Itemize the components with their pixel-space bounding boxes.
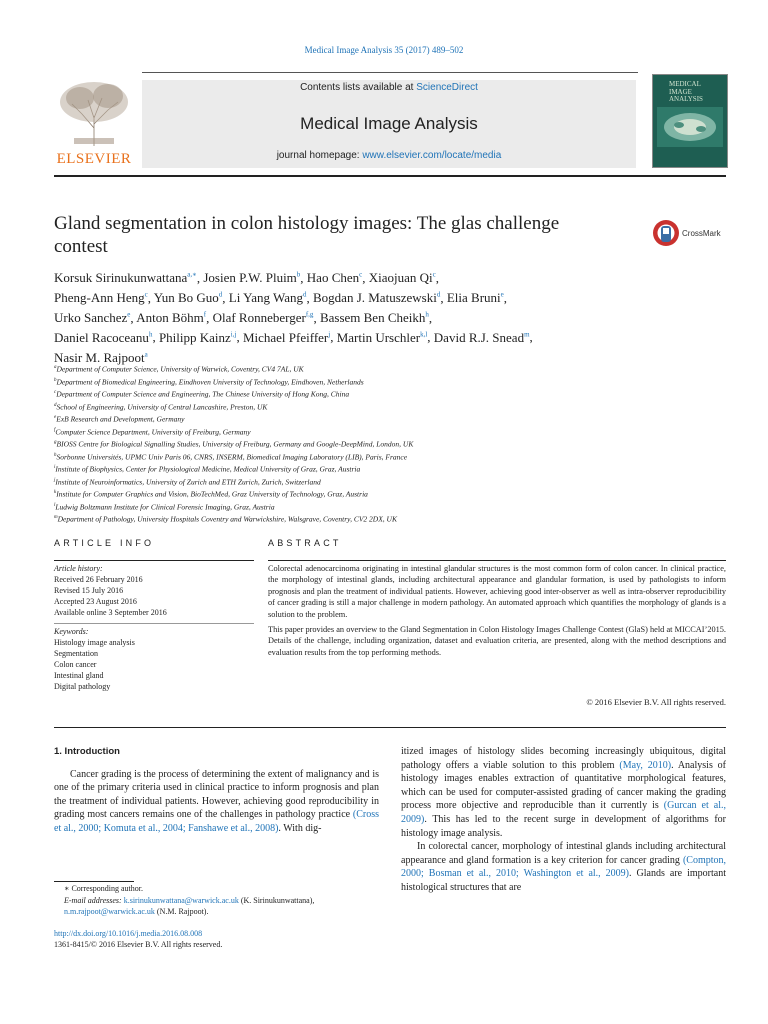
author-text: Josien P.W. Pluim	[203, 270, 297, 286]
abstract-body	[268, 563, 726, 662]
affiliation-text: Institute of Neuroinformatics, University of Zurich and ETH Zurich, Zurich, Switzerland	[55, 477, 321, 486]
author-text: Hao Chen	[306, 270, 360, 286]
author-affiliation-marker[interactable]: d	[218, 290, 223, 299]
affiliation-marker: g	[54, 440, 57, 445]
author-affiliation-marker[interactable]: d	[303, 290, 307, 299]
abstract-paragraph: This paper provides an overview to the Gland Segmentation in Colon Histology Images Challenge Contest (GlaS) held at MICCAI’2015. Details of the challenge, including organization, dataset and evaluation criteria, are presented, along with the method descriptions and evaluation results from the top performing methods.	[268, 625, 726, 657]
email-label: E-mail addresses:	[64, 895, 124, 905]
author-text: Yun Bo Guo	[153, 290, 219, 306]
affiliation-marker: c	[54, 390, 57, 395]
author-text: Anton Böhm	[136, 309, 204, 325]
tree-logo-icon	[54, 78, 134, 148]
author-text: David R.J. Snead	[433, 329, 525, 345]
author-text: Urko Sanchez	[54, 309, 128, 325]
cover-title: MEDICAL IMAGE ANALYSIS	[669, 80, 703, 104]
author-affiliation-marker[interactable]: c	[144, 290, 148, 299]
author-text: Bogdan J. Matuszewski	[313, 290, 437, 306]
author-affiliation-marker[interactable]: c	[432, 271, 436, 279]
crossmark-icon	[652, 218, 680, 248]
author-name	[203, 270, 300, 285]
keywords-block	[54, 626, 254, 692]
affiliation-text: Institute of Biophysics, Center for Physiological Medicine, Medical University of Graz, Graz, Austria	[55, 464, 361, 474]
author-name	[54, 310, 130, 325]
author-name	[229, 290, 307, 305]
affiliation-marker: e	[54, 415, 57, 420]
affiliation	[54, 500, 726, 513]
journal-homepage-link[interactable]: www.elsevier.com/locate/media	[362, 150, 502, 161]
keyword: Segmentation	[54, 649, 98, 658]
email-link[interactable]: k.sirinukunwattana@warwick.ac.uk	[123, 895, 239, 905]
body-divider	[54, 727, 726, 728]
author-affiliation-marker[interactable]: h	[425, 310, 429, 319]
affiliation	[54, 387, 726, 400]
affiliation-text: Department of Pathology, University Hospitals Coventry and Warwickshire, Walsgrave, Coventry, CV2 2DX, UK	[57, 514, 397, 524]
affiliation-text: Department of Computer Science and Engineering, The Chinese University of Hong Kong, China	[56, 389, 350, 399]
affiliation-marker: a	[54, 365, 57, 370]
author-affiliation-marker[interactable]: d	[436, 290, 441, 299]
header-divider	[142, 72, 638, 73]
author-name	[313, 290, 440, 305]
history-label: Article history:	[54, 564, 103, 573]
author-affiliation-marker[interactable]: k,l	[420, 330, 428, 339]
affiliation-text: Department of Biomedical Engineering, Eindhoven University of Technology, Eindhoven, Netherlands	[56, 377, 364, 386]
email-link[interactable]: n.m.rajpoot@warwick.ac.uk	[64, 907, 155, 916]
keywords-label: Keywords:	[54, 627, 89, 636]
affiliation-text: Computer Science Department, University of Freiburg, Germany	[55, 427, 251, 436]
affiliation-text: BIOSS Centre for Biological Signalling Studies, University of Freiburg, Germany and Google-DeepMind, London, UK	[56, 439, 414, 449]
author-name	[136, 310, 206, 325]
author-affiliation-marker[interactable]: f	[203, 310, 207, 319]
affiliation-marker: f	[54, 427, 56, 433]
paragraph-text: . With dig-	[278, 822, 322, 834]
paragraph-text: In colorectal cancer, morphology of intestinal glands including architectural appearance and gland formation is a key criterion for cancer grading	[401, 841, 726, 866]
journal-title: Medical Image Analysis	[300, 114, 478, 133]
author-affiliation-marker[interactable]: m	[524, 330, 530, 339]
publisher-name: ELSEVIER	[56, 151, 132, 167]
journal-cover-image	[652, 74, 728, 168]
author-text: Li Yang Wang	[228, 290, 303, 306]
author-affiliation-marker[interactable]: i,j	[230, 330, 237, 339]
author-text: Bassem Ben Cheikh	[319, 309, 426, 325]
history-item: Accepted 23 August 2016	[54, 597, 137, 606]
affiliation	[54, 375, 726, 388]
history-item: Available online 3 September 2016	[54, 608, 167, 617]
affiliation	[54, 512, 726, 525]
author-text: Olaf Ronneberger	[212, 309, 306, 325]
affiliation-text: Institute for Computer Graphics and Vision, BioTechMed, Graz University of Technology, Graz, Austria	[56, 489, 368, 499]
affiliation-text: Ludwig Boltzmann Institute for Clinical Forensic Imaging, Graz, Austria	[55, 502, 275, 511]
crossmark-label: CrossMark	[682, 229, 721, 238]
section-heading: 1. Introduction	[54, 746, 120, 757]
keywords-rule	[54, 623, 254, 624]
citation-link[interactable]: (Cross et al., 2000; Komuta et al., 2004; Fanshawe et al., 2008)	[54, 809, 379, 834]
paragraph-text: itized images of histology slides becoming increasingly ubiquitous, digital pathology offers a viable solution to this problem	[401, 746, 726, 771]
author-affiliation-marker[interactable]: e	[500, 290, 504, 299]
author-text: Nasir M. Rajpoot	[54, 349, 145, 365]
paragraph-text: . This has led to the recent surge in development of algorithms for histology image analysis.	[401, 813, 726, 839]
abstract-paragraph: Colorectal adenocarcinoma originating in intestinal glandular structures is the most common form of colon cancer. In clinical practice, the morphology of intestinal glands, including architectural appearance and glandular formation, is used by pathologists to inform prognosis and plan the treatment of individual patients. However, achieving good inter-observer as well as intra-observer reproducibility of cancer grading is still a major challenge in modern pathology. An automated approach which quantifies the morphology of glands is a solution to the problem.	[268, 564, 726, 619]
author-name	[434, 330, 530, 345]
affiliation	[54, 362, 726, 375]
abstract-rule	[268, 560, 726, 561]
author-affiliation-marker[interactable]: f,g	[305, 310, 314, 319]
citation-link[interactable]: (Gurcan et al., 2009)	[401, 800, 726, 825]
affiliation	[54, 425, 726, 438]
header-bottom-rule	[54, 175, 726, 177]
author-text: Philipp Kainz	[158, 329, 231, 345]
article-info-rule	[54, 560, 254, 561]
keyword: Digital pathology	[54, 682, 111, 691]
body-paragraph	[401, 745, 726, 840]
doi-link[interactable]: http://dx.doi.org/10.1016/j.media.2016.08.008	[54, 929, 203, 938]
contents-prefix: Contents lists available at	[300, 82, 417, 93]
abstract-heading: ABSTRACT	[268, 538, 342, 548]
email-note	[54, 895, 379, 918]
affiliation-marker: j	[54, 477, 56, 483]
affiliation	[54, 450, 726, 463]
author-name	[243, 330, 330, 345]
author-affiliation-marker[interactable]: a	[144, 350, 148, 359]
history-item: Revised 15 July 2016	[54, 586, 124, 595]
affiliation-marker: l	[54, 502, 56, 508]
body-column-right	[401, 745, 726, 895]
body-paragraph	[401, 840, 726, 894]
homepage-line	[142, 150, 636, 161]
affiliation-marker: k	[54, 490, 57, 495]
author-name	[320, 310, 429, 325]
doi-block	[54, 928, 379, 950]
author-name	[369, 270, 436, 285]
corresponding-author-note: ∗ Corresponding author.	[64, 884, 143, 893]
body-paragraph	[54, 768, 379, 836]
article-info-heading: ARTICLE INFO	[54, 538, 155, 548]
affiliation	[54, 475, 726, 488]
paragraph-text: . Glands are important histological structures that are	[401, 868, 726, 893]
affiliation	[54, 400, 726, 413]
affiliation-text: School of Engineering, University of Central Lancashire, Preston, UK	[56, 402, 268, 411]
author-affiliation-marker[interactable]: h	[148, 330, 153, 339]
author-affiliation-marker[interactable]: b	[296, 271, 301, 279]
citation-link[interactable]: (May, 2010)	[619, 759, 672, 771]
article-history	[54, 563, 254, 618]
body-column-left	[54, 745, 379, 836]
keyword: Histology image analysis	[54, 638, 135, 647]
citation-link[interactable]: (Compton, 2000; Bosman et al., 2010; Washington et al., 2009)	[401, 854, 726, 880]
keyword: Colon cancer	[54, 660, 97, 669]
author-list: Korsuk Sirinukunwattana$^{a,∗}$, Josien P.W. Pluim$^b$, Hao Chen$^c$, Xiaojuan Qi$^c$, Pheng-Ann Heng$^c$, Yun Bo Guo$^d$, Li Yang Wang$^d$, Bogdan J. Matuszewski$^d$, Elia Bruni$^e$, Urko Sanchez$^e$, Anton Böhm$^f$, Olaf Ronneberger$^{f,g}$, Bassem Ben Cheikh$^h$, Daniel Racoceanu$^h$, Philipp Kainz$^{i,j}$, Michael Pfeiffer$^j$, Martin Urschler$^{k,l}$, David R.J. Snead$^m$, Nasir M. Rajpoot$^a$	[54, 270, 533, 365]
sciencedirect-link[interactable]: ScienceDirect	[416, 82, 478, 93]
crossmark-badge[interactable]	[652, 218, 732, 248]
homepage-prefix: journal homepage:	[276, 150, 363, 161]
paragraph-text: . Analysis of histology images enables extraction of quantitative morphological features, which can be used for computer-assisted grading of cancer making the grading process more objective and reproducible than it currently is	[401, 759, 726, 812]
affiliation	[54, 462, 726, 475]
author-affiliation-marker[interactable]: c	[359, 271, 363, 279]
author-name	[54, 330, 152, 345]
author-name	[154, 290, 223, 305]
paragraph-text: Cancer grading is the process of determining the extent of malignancy and is one of the primary criteria used in clinical practice to inform prognosis and plan the treatment of individual patients. However, achieving good reproducibility in grading most cancers remains one of the challenges in pathology practice	[54, 768, 379, 821]
keyword: Intestinal gland	[54, 671, 104, 680]
affiliation	[54, 487, 726, 500]
author-affiliation-marker[interactable]: j	[328, 330, 331, 339]
author-name	[337, 330, 428, 345]
affiliation-list	[54, 362, 726, 525]
author-text: Martin Urschler	[336, 329, 421, 345]
affiliation-text: ExB Research and Development, Germany	[56, 414, 185, 424]
author-name	[447, 290, 504, 305]
affiliation-marker: i	[54, 465, 56, 470]
affiliation	[54, 437, 726, 450]
affiliation-text: Sorbonne Universités, UPMC Univ Paris 06, CNRS, INSERM, Biomedical Imaging Laboratory (LIB), Paris, France	[56, 452, 408, 461]
author-name	[54, 270, 197, 285]
affiliation-marker: d	[54, 402, 57, 408]
author-text: Michael Pfeiffer	[242, 329, 329, 345]
journal-masthead	[142, 80, 636, 168]
author-name	[307, 270, 362, 285]
author-text: Daniel Racoceanu	[54, 329, 149, 345]
author-name	[213, 310, 314, 325]
footnote-rule	[54, 881, 134, 882]
history-item: Received 26 February 2016	[54, 575, 143, 584]
affiliation-marker: m	[54, 515, 58, 520]
issn-line: 1361-8415/© 2016 Elsevier B.V. All rights reserved.	[54, 940, 223, 949]
journal-reference-link[interactable]: Medical Image Analysis 35 (2017) 489–502	[304, 45, 464, 55]
author-text: Elia Bruni	[446, 290, 501, 306]
author-name	[54, 290, 148, 305]
affiliation-text: Department of Computer Science, University of Warwick, Coventry, CV4 7AL, UK	[56, 364, 304, 374]
author-name	[159, 330, 237, 345]
author-text: Korsuk Sirinukunwattana	[54, 270, 188, 286]
affiliation-marker: b	[54, 377, 57, 383]
email-owner: (K. Sirinukunwattana),	[238, 895, 315, 905]
affiliation	[54, 412, 726, 425]
affiliation-marker: h	[54, 452, 57, 458]
contents-line	[142, 82, 636, 93]
author-text: Pheng-Ann Heng	[54, 290, 145, 306]
author-affiliation-marker[interactable]: e	[127, 310, 131, 319]
footnotes	[54, 883, 379, 918]
author-text: Xiaojuan Qi	[368, 270, 433, 286]
copyright-notice: © 2016 Elsevier B.V. All rights reserved.	[586, 697, 726, 707]
paper-title: Gland segmentation in colon histology images: The glas challenge contest	[54, 213, 560, 257]
cover-art-icon	[657, 107, 723, 147]
publisher-logo	[54, 78, 134, 168]
email-owner: (N.M. Rajpoot).	[154, 907, 209, 916]
author-affiliation-marker[interactable]: a,∗	[187, 271, 197, 279]
